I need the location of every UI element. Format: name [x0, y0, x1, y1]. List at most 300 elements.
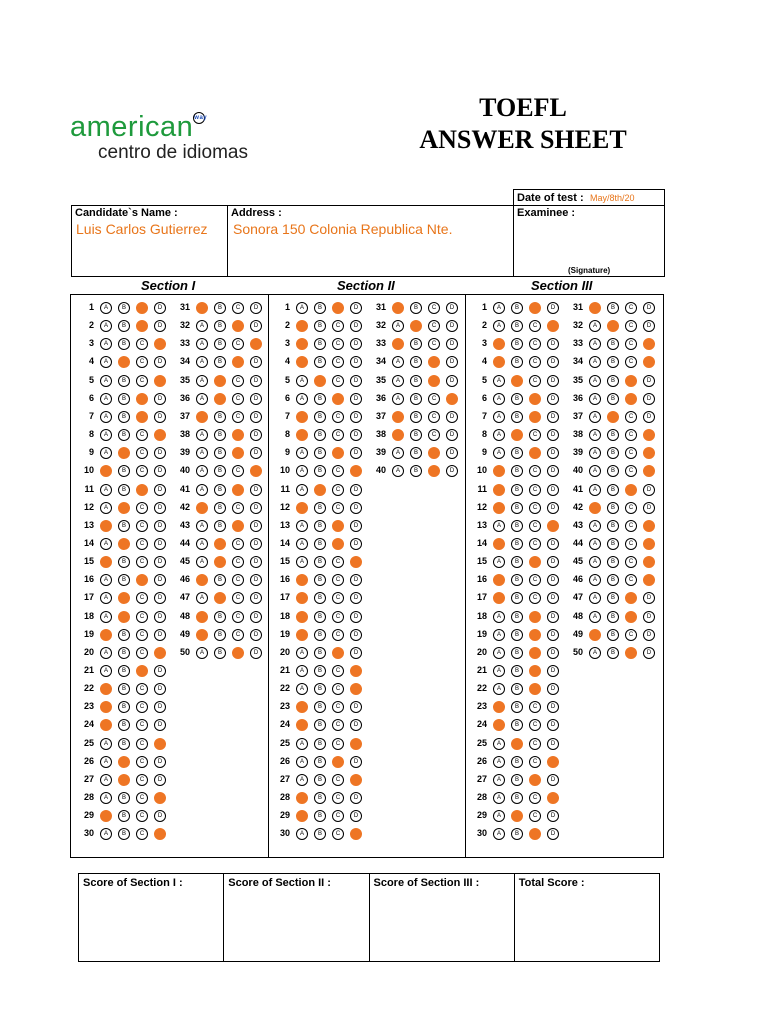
answer-bubble-b[interactable]: B: [511, 792, 523, 804]
answer-bubble-a[interactable]: A: [589, 465, 601, 477]
answer-bubble-c[interactable]: C: [428, 429, 440, 441]
answer-bubble-a[interactable]: A: [196, 429, 208, 441]
answer-bubble-b[interactable]: B: [314, 356, 326, 368]
answer-bubble-c[interactable]: C: [136, 701, 148, 713]
answer-bubble-a[interactable]: A: [589, 429, 601, 441]
answer-bubble-d[interactable]: D: [350, 356, 362, 368]
answer-bubble-c[interactable]: C: [232, 592, 244, 604]
answer-bubble-c[interactable]: [529, 774, 541, 786]
answer-bubble-b[interactable]: B: [118, 665, 130, 677]
answer-bubble-a[interactable]: A: [493, 302, 505, 314]
answer-bubble-c[interactable]: C: [232, 629, 244, 641]
answer-bubble-a[interactable]: A: [100, 574, 112, 586]
answer-bubble-d[interactable]: D: [547, 738, 559, 750]
answer-bubble-c[interactable]: C: [625, 411, 637, 423]
answer-bubble-d[interactable]: D: [350, 792, 362, 804]
answer-bubble-d[interactable]: D: [350, 338, 362, 350]
answer-bubble-b[interactable]: B: [410, 447, 422, 459]
answer-bubble-c[interactable]: C: [136, 719, 148, 731]
answer-bubble-a[interactable]: [100, 520, 112, 532]
answer-bubble-b[interactable]: B: [214, 429, 226, 441]
answer-bubble-b[interactable]: B: [214, 447, 226, 459]
answer-bubble-d[interactable]: D: [154, 465, 166, 477]
answer-bubble-c[interactable]: C: [332, 611, 344, 623]
answer-bubble-b[interactable]: B: [118, 810, 130, 822]
answer-bubble-c[interactable]: C: [529, 338, 541, 350]
answer-bubble-d[interactable]: D: [250, 538, 262, 550]
answer-bubble-a[interactable]: A: [100, 665, 112, 677]
answer-bubble-c[interactable]: C: [232, 411, 244, 423]
answer-bubble-b[interactable]: B: [118, 738, 130, 750]
answer-bubble-c[interactable]: C: [136, 828, 148, 840]
answer-bubble-c[interactable]: C: [332, 465, 344, 477]
answer-bubble-d[interactable]: D: [547, 701, 559, 713]
answer-bubble-a[interactable]: A: [296, 465, 308, 477]
answer-bubble-a[interactable]: [196, 629, 208, 641]
answer-bubble-c[interactable]: C: [529, 574, 541, 586]
answer-bubble-d[interactable]: D: [154, 502, 166, 514]
answer-bubble-d[interactable]: D: [643, 484, 655, 496]
answer-bubble-c[interactable]: [232, 520, 244, 532]
answer-bubble-a[interactable]: [589, 302, 601, 314]
answer-bubble-a[interactable]: A: [296, 484, 308, 496]
answer-bubble-a[interactable]: A: [296, 447, 308, 459]
answer-bubble-c[interactable]: [332, 647, 344, 659]
answer-bubble-b[interactable]: B: [314, 520, 326, 532]
answer-bubble-b[interactable]: B: [511, 520, 523, 532]
answer-bubble-c[interactable]: C: [332, 701, 344, 713]
answer-bubble-c[interactable]: [332, 520, 344, 532]
answer-bubble-d[interactable]: D: [154, 756, 166, 768]
answer-bubble-d[interactable]: D: [154, 774, 166, 786]
answer-bubble-d[interactable]: D: [547, 411, 559, 423]
answer-bubble-b[interactable]: B: [314, 320, 326, 332]
answer-bubble-a[interactable]: A: [589, 447, 601, 459]
answer-bubble-a[interactable]: A: [493, 320, 505, 332]
answer-bubble-c[interactable]: C: [332, 484, 344, 496]
answer-bubble-b[interactable]: B: [511, 647, 523, 659]
answer-bubble-c[interactable]: [625, 393, 637, 405]
answer-bubble-c[interactable]: [529, 665, 541, 677]
answer-bubble-a[interactable]: A: [196, 465, 208, 477]
answer-bubble-b[interactable]: B: [314, 393, 326, 405]
answer-bubble-c[interactable]: C: [332, 774, 344, 786]
answer-bubble-b[interactable]: B: [314, 756, 326, 768]
answer-bubble-a[interactable]: [296, 611, 308, 623]
answer-bubble-d[interactable]: D: [643, 611, 655, 623]
answer-bubble-d[interactable]: D: [154, 683, 166, 695]
answer-bubble-b[interactable]: B: [118, 574, 130, 586]
answer-bubble-d[interactable]: [446, 393, 458, 405]
answer-bubble-b[interactable]: B: [314, 683, 326, 695]
answer-bubble-c[interactable]: C: [232, 465, 244, 477]
answer-bubble-a[interactable]: A: [493, 810, 505, 822]
answer-bubble-b[interactable]: B: [410, 465, 422, 477]
answer-bubble-d[interactable]: [350, 665, 362, 677]
answer-bubble-b[interactable]: B: [214, 502, 226, 514]
answer-bubble-c[interactable]: C: [136, 502, 148, 514]
answer-bubble-b[interactable]: B: [607, 647, 619, 659]
answer-bubble-d[interactable]: D: [547, 719, 559, 731]
answer-bubble-d[interactable]: D: [154, 538, 166, 550]
answer-bubble-c[interactable]: [428, 375, 440, 387]
answer-bubble-c[interactable]: C: [136, 429, 148, 441]
answer-bubble-d[interactable]: D: [250, 302, 262, 314]
answer-bubble-b[interactable]: B: [314, 338, 326, 350]
answer-bubble-a[interactable]: A: [296, 828, 308, 840]
answer-bubble-b[interactable]: B: [314, 810, 326, 822]
answer-bubble-c[interactable]: C: [625, 320, 637, 332]
answer-bubble-b[interactable]: B: [314, 302, 326, 314]
answer-bubble-c[interactable]: [332, 756, 344, 768]
answer-bubble-a[interactable]: A: [589, 556, 601, 568]
answer-bubble-c[interactable]: C: [332, 683, 344, 695]
answer-bubble-c[interactable]: [136, 411, 148, 423]
answer-bubble-a[interactable]: A: [100, 502, 112, 514]
answer-bubble-d[interactable]: D: [643, 629, 655, 641]
answer-bubble-b[interactable]: B: [118, 465, 130, 477]
answer-bubble-b[interactable]: B: [607, 429, 619, 441]
answer-bubble-a[interactable]: A: [589, 574, 601, 586]
answer-bubble-c[interactable]: C: [332, 738, 344, 750]
answer-bubble-b[interactable]: B: [511, 356, 523, 368]
answer-bubble-c[interactable]: C: [136, 629, 148, 641]
answer-bubble-c[interactable]: [232, 647, 244, 659]
answer-bubble-b[interactable]: B: [410, 393, 422, 405]
answer-bubble-d[interactable]: D: [250, 611, 262, 623]
answer-bubble-c[interactable]: C: [529, 320, 541, 332]
answer-bubble-a[interactable]: A: [589, 484, 601, 496]
answer-bubble-a[interactable]: A: [296, 302, 308, 314]
answer-bubble-d[interactable]: D: [350, 320, 362, 332]
answer-bubble-d[interactable]: D: [350, 756, 362, 768]
answer-bubble-c[interactable]: C: [625, 538, 637, 550]
answer-bubble-d[interactable]: D: [154, 719, 166, 731]
answer-bubble-c[interactable]: C: [529, 810, 541, 822]
answer-bubble-b[interactable]: [118, 774, 130, 786]
answer-bubble-c[interactable]: C: [529, 465, 541, 477]
answer-bubble-d[interactable]: D: [350, 701, 362, 713]
answer-bubble-d[interactable]: D: [154, 592, 166, 604]
answer-bubble-c[interactable]: C: [529, 701, 541, 713]
answer-bubble-a[interactable]: A: [493, 611, 505, 623]
answer-bubble-c[interactable]: C: [232, 375, 244, 387]
answer-bubble-a[interactable]: [392, 302, 404, 314]
answer-bubble-b[interactable]: B: [314, 411, 326, 423]
answer-bubble-c[interactable]: [625, 484, 637, 496]
answer-bubble-c[interactable]: [332, 302, 344, 314]
answer-bubble-a[interactable]: A: [589, 338, 601, 350]
answer-bubble-a[interactable]: A: [296, 520, 308, 532]
answer-bubble-a[interactable]: A: [100, 484, 112, 496]
answer-bubble-d[interactable]: D: [154, 302, 166, 314]
answer-bubble-b[interactable]: [314, 484, 326, 496]
answer-bubble-b[interactable]: B: [314, 538, 326, 550]
answer-bubble-a[interactable]: [296, 411, 308, 423]
answer-bubble-b[interactable]: B: [118, 683, 130, 695]
answer-bubble-c[interactable]: C: [529, 484, 541, 496]
answer-bubble-c[interactable]: C: [332, 356, 344, 368]
answer-bubble-b[interactable]: B: [314, 556, 326, 568]
answer-bubble-a[interactable]: [493, 502, 505, 514]
answer-bubble-b[interactable]: B: [607, 574, 619, 586]
answer-bubble-b[interactable]: B: [118, 375, 130, 387]
answer-bubble-d[interactable]: D: [154, 411, 166, 423]
answer-bubble-a[interactable]: A: [100, 338, 112, 350]
answer-bubble-a[interactable]: A: [589, 592, 601, 604]
answer-bubble-d[interactable]: D: [547, 465, 559, 477]
answer-bubble-c[interactable]: C: [332, 320, 344, 332]
answer-bubble-a[interactable]: [296, 792, 308, 804]
answer-bubble-c[interactable]: C: [136, 738, 148, 750]
answer-bubble-b[interactable]: [607, 411, 619, 423]
answer-bubble-c[interactable]: C: [136, 538, 148, 550]
answer-bubble-b[interactable]: B: [607, 447, 619, 459]
answer-bubble-b[interactable]: B: [214, 647, 226, 659]
answer-bubble-d[interactable]: [643, 538, 655, 550]
answer-bubble-a[interactable]: A: [589, 611, 601, 623]
answer-bubble-a[interactable]: A: [196, 647, 208, 659]
answer-bubble-c[interactable]: C: [232, 538, 244, 550]
answer-bubble-c[interactable]: C: [136, 756, 148, 768]
answer-bubble-b[interactable]: B: [118, 411, 130, 423]
answer-bubble-d[interactable]: D: [643, 302, 655, 314]
answer-bubble-d[interactable]: D: [250, 375, 262, 387]
answer-bubble-b[interactable]: B: [607, 592, 619, 604]
answer-bubble-a[interactable]: A: [493, 647, 505, 659]
answer-bubble-d[interactable]: D: [446, 356, 458, 368]
answer-bubble-a[interactable]: A: [100, 320, 112, 332]
answer-bubble-a[interactable]: A: [100, 738, 112, 750]
answer-bubble-a[interactable]: A: [493, 792, 505, 804]
answer-bubble-d[interactable]: D: [350, 611, 362, 623]
answer-bubble-b[interactable]: B: [607, 520, 619, 532]
answer-bubble-c[interactable]: [529, 393, 541, 405]
answer-bubble-c[interactable]: C: [332, 556, 344, 568]
answer-bubble-a[interactable]: A: [493, 828, 505, 840]
answer-bubble-d[interactable]: [547, 792, 559, 804]
answer-bubble-b[interactable]: B: [118, 393, 130, 405]
answer-bubble-c[interactable]: C: [332, 429, 344, 441]
answer-bubble-b[interactable]: B: [410, 356, 422, 368]
answer-bubble-a[interactable]: A: [392, 356, 404, 368]
answer-bubble-c[interactable]: [332, 538, 344, 550]
answer-bubble-b[interactable]: B: [214, 338, 226, 350]
answer-bubble-c[interactable]: C: [625, 447, 637, 459]
answer-bubble-b[interactable]: B: [214, 574, 226, 586]
answer-bubble-b[interactable]: [511, 429, 523, 441]
answer-bubble-d[interactable]: D: [643, 320, 655, 332]
answer-bubble-d[interactable]: [350, 738, 362, 750]
answer-bubble-d[interactable]: D: [643, 592, 655, 604]
answer-bubble-b[interactable]: B: [314, 719, 326, 731]
answer-bubble-a[interactable]: A: [100, 375, 112, 387]
answer-bubble-d[interactable]: D: [154, 701, 166, 713]
answer-bubble-d[interactable]: D: [350, 393, 362, 405]
answer-bubble-b[interactable]: B: [314, 629, 326, 641]
answer-bubble-d[interactable]: D: [154, 665, 166, 677]
answer-bubble-c[interactable]: [136, 484, 148, 496]
answer-bubble-d[interactable]: D: [250, 484, 262, 496]
answer-bubble-b[interactable]: B: [118, 792, 130, 804]
answer-bubble-a[interactable]: [196, 411, 208, 423]
answer-bubble-d[interactable]: D: [250, 356, 262, 368]
answer-bubble-d[interactable]: D: [250, 429, 262, 441]
answer-bubble-d[interactable]: D: [446, 411, 458, 423]
answer-bubble-a[interactable]: A: [493, 393, 505, 405]
answer-bubble-d[interactable]: D: [547, 356, 559, 368]
answer-bubble-b[interactable]: B: [314, 465, 326, 477]
answer-bubble-b[interactable]: B: [511, 828, 523, 840]
answer-bubble-b[interactable]: B: [214, 629, 226, 641]
answer-bubble-d[interactable]: D: [350, 502, 362, 514]
answer-bubble-a[interactable]: A: [493, 520, 505, 532]
answer-bubble-a[interactable]: [196, 502, 208, 514]
answer-bubble-b[interactable]: B: [214, 484, 226, 496]
answer-bubble-d[interactable]: D: [547, 683, 559, 695]
answer-bubble-c[interactable]: [529, 629, 541, 641]
answer-bubble-c[interactable]: C: [232, 611, 244, 623]
answer-bubble-a[interactable]: A: [493, 556, 505, 568]
answer-bubble-d[interactable]: [350, 556, 362, 568]
answer-bubble-d[interactable]: D: [446, 375, 458, 387]
answer-bubble-a[interactable]: A: [100, 611, 112, 623]
answer-bubble-d[interactable]: D: [547, 447, 559, 459]
answer-bubble-b[interactable]: B: [214, 320, 226, 332]
answer-bubble-b[interactable]: B: [314, 502, 326, 514]
answer-bubble-a[interactable]: [100, 629, 112, 641]
answer-bubble-a[interactable]: A: [100, 393, 112, 405]
answer-bubble-c[interactable]: [232, 484, 244, 496]
answer-bubble-b[interactable]: B: [511, 320, 523, 332]
answer-bubble-d[interactable]: D: [547, 574, 559, 586]
answer-bubble-d[interactable]: D: [154, 320, 166, 332]
answer-bubble-b[interactable]: B: [511, 629, 523, 641]
answer-bubble-c[interactable]: C: [625, 338, 637, 350]
answer-bubble-b[interactable]: B: [511, 574, 523, 586]
answer-bubble-b[interactable]: B: [118, 556, 130, 568]
answer-bubble-c[interactable]: C: [625, 302, 637, 314]
answer-bubble-d[interactable]: D: [250, 592, 262, 604]
answer-bubble-c[interactable]: C: [232, 574, 244, 586]
answer-bubble-a[interactable]: A: [493, 756, 505, 768]
answer-bubble-a[interactable]: A: [493, 683, 505, 695]
answer-bubble-b[interactable]: [214, 538, 226, 550]
answer-bubble-c[interactable]: C: [332, 665, 344, 677]
answer-bubble-c[interactable]: C: [529, 375, 541, 387]
answer-bubble-b[interactable]: B: [511, 302, 523, 314]
answer-bubble-b[interactable]: B: [214, 611, 226, 623]
answer-bubble-b[interactable]: [214, 375, 226, 387]
answer-bubble-b[interactable]: [118, 756, 130, 768]
answer-bubble-b[interactable]: B: [118, 647, 130, 659]
answer-bubble-b[interactable]: B: [410, 302, 422, 314]
answer-bubble-b[interactable]: B: [410, 375, 422, 387]
answer-bubble-d[interactable]: D: [547, 774, 559, 786]
answer-bubble-c[interactable]: C: [332, 502, 344, 514]
answer-bubble-a[interactable]: [392, 429, 404, 441]
answer-bubble-c[interactable]: C: [529, 592, 541, 604]
answer-bubble-a[interactable]: A: [196, 338, 208, 350]
answer-bubble-c[interactable]: C: [332, 338, 344, 350]
answer-bubble-a[interactable]: A: [493, 429, 505, 441]
answer-bubble-a[interactable]: A: [196, 320, 208, 332]
answer-bubble-d[interactable]: D: [547, 611, 559, 623]
answer-bubble-c[interactable]: C: [332, 719, 344, 731]
answer-bubble-c[interactable]: C: [428, 320, 440, 332]
answer-bubble-d[interactable]: D: [446, 320, 458, 332]
answer-bubble-a[interactable]: A: [100, 647, 112, 659]
answer-bubble-d[interactable]: D: [643, 375, 655, 387]
answer-bubble-a[interactable]: A: [493, 738, 505, 750]
answer-bubble-b[interactable]: B: [410, 429, 422, 441]
answer-bubble-c[interactable]: C: [136, 774, 148, 786]
answer-bubble-a[interactable]: A: [196, 520, 208, 532]
answer-bubble-d[interactable]: D: [446, 447, 458, 459]
answer-bubble-d[interactable]: [154, 738, 166, 750]
answer-bubble-b[interactable]: B: [607, 556, 619, 568]
answer-bubble-c[interactable]: C: [529, 538, 541, 550]
answer-bubble-b[interactable]: [118, 502, 130, 514]
answer-bubble-a[interactable]: A: [100, 411, 112, 423]
answer-bubble-a[interactable]: A: [296, 647, 308, 659]
answer-bubble-b[interactable]: B: [511, 465, 523, 477]
answer-bubble-c[interactable]: C: [529, 520, 541, 532]
answer-bubble-a[interactable]: A: [589, 520, 601, 532]
answer-bubble-a[interactable]: A: [589, 411, 601, 423]
answer-bubble-c[interactable]: [136, 665, 148, 677]
answer-bubble-b[interactable]: B: [511, 683, 523, 695]
answer-bubble-b[interactable]: B: [607, 302, 619, 314]
answer-bubble-b[interactable]: B: [511, 719, 523, 731]
answer-bubble-b[interactable]: [314, 375, 326, 387]
answer-bubble-a[interactable]: A: [296, 774, 308, 786]
answer-bubble-c[interactable]: C: [136, 611, 148, 623]
answer-bubble-a[interactable]: A: [100, 302, 112, 314]
answer-bubble-c[interactable]: C: [625, 520, 637, 532]
answer-bubble-b[interactable]: B: [511, 447, 523, 459]
answer-bubble-d[interactable]: [547, 756, 559, 768]
answer-bubble-d[interactable]: D: [547, 338, 559, 350]
answer-bubble-d[interactable]: D: [154, 556, 166, 568]
answer-bubble-b[interactable]: [118, 611, 130, 623]
answer-bubble-b[interactable]: B: [511, 774, 523, 786]
answer-bubble-c[interactable]: C: [529, 792, 541, 804]
answer-bubble-d[interactable]: D: [250, 574, 262, 586]
answer-bubble-b[interactable]: B: [118, 701, 130, 713]
answer-bubble-a[interactable]: [296, 429, 308, 441]
answer-bubble-d[interactable]: D: [350, 520, 362, 532]
answer-bubble-b[interactable]: B: [314, 611, 326, 623]
answer-bubble-b[interactable]: B: [511, 338, 523, 350]
answer-bubble-b[interactable]: B: [607, 538, 619, 550]
answer-bubble-c[interactable]: C: [136, 356, 148, 368]
answer-bubble-c[interactable]: C: [136, 792, 148, 804]
answer-bubble-d[interactable]: D: [250, 320, 262, 332]
answer-bubble-a[interactable]: A: [100, 756, 112, 768]
answer-bubble-d[interactable]: [154, 429, 166, 441]
answer-bubble-c[interactable]: C: [428, 338, 440, 350]
answer-bubble-c[interactable]: [529, 302, 541, 314]
answer-bubble-b[interactable]: B: [511, 756, 523, 768]
answer-bubble-a[interactable]: A: [196, 538, 208, 550]
answer-bubble-d[interactable]: D: [350, 592, 362, 604]
answer-bubble-c[interactable]: C: [136, 520, 148, 532]
answer-bubble-d[interactable]: D: [154, 447, 166, 459]
answer-bubble-c[interactable]: [625, 647, 637, 659]
answer-bubble-b[interactable]: [214, 393, 226, 405]
answer-bubble-b[interactable]: B: [511, 538, 523, 550]
